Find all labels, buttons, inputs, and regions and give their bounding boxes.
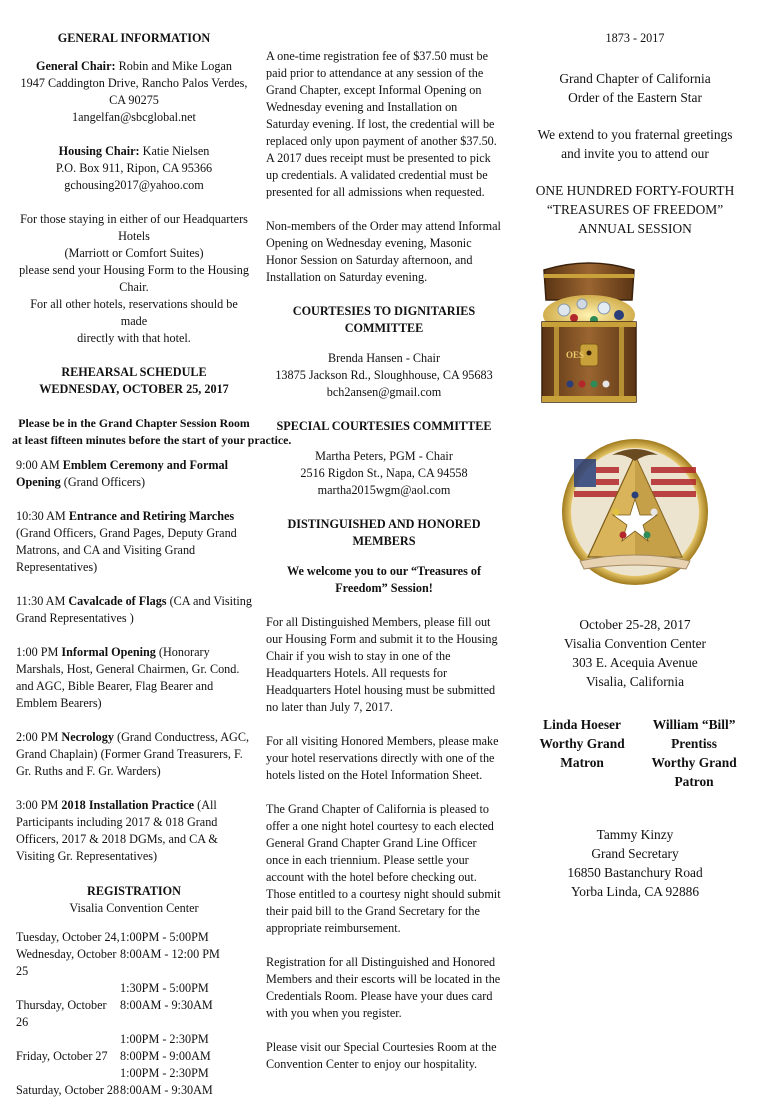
- registration-day: Thursday, October 26: [16, 998, 107, 1029]
- org-line: Grand Chapter of California: [559, 71, 711, 86]
- general-chair-label: General Chair:: [36, 59, 116, 73]
- matron-name: Linda Hoeser: [543, 717, 621, 732]
- session-line: ANNUAL SESSION: [578, 221, 692, 236]
- rehearsal-event: Entrance and Retiring Marches: [68, 509, 235, 523]
- general-chair-line: [16, 58, 252, 75]
- secretary-city: Yorba Linda, CA 92886: [570, 884, 700, 899]
- registration-day: [16, 1031, 120, 1048]
- rehearsal-note: [12, 415, 292, 449]
- registration-day: Tuesday, October 24,: [16, 930, 120, 944]
- years: 1873 - 2017: [605, 31, 665, 45]
- rehearsal-detail: (Honorary Marshals, Host, General Chairmen, Gr. Cond. and AGC, Bible Bearer, Flag Bearer and Emblem Bearers): [16, 645, 240, 710]
- registration-time: 8:00PM - 9:00AM: [120, 1049, 211, 1063]
- courtesies-chair: Brenda Hansen - Chair: [327, 351, 441, 365]
- distinguished-welcome: We welcome you to our “Treasures of Freedom” Session!: [286, 564, 482, 595]
- matron-title: Worthy Grand Matron: [539, 736, 625, 770]
- event-venue: Visalia Convention Center: [563, 636, 706, 651]
- column-general-info: [12, 28, 292, 1099]
- rehearsal-time: 3:00 PM: [16, 798, 62, 812]
- rehearsal-item: [16, 797, 252, 865]
- registration-time: 8:00AM - 9:30AM: [120, 1083, 213, 1097]
- registration-time: 1:00PM - 2:30PM: [120, 1032, 209, 1046]
- session-line: ONE HUNDRED FORTY-FOURTH: [535, 183, 735, 198]
- general-info-heading: GENERAL INFORMATION: [57, 31, 211, 45]
- rehearsal-item: [16, 508, 252, 576]
- oes-emblem-image: [560, 437, 710, 587]
- rehearsal-item: [16, 644, 252, 712]
- courtesies-title: COURTESIES TO DIGNITARIES COMMITTEE: [292, 304, 476, 335]
- column-registration-info: [266, 48, 502, 1073]
- rehearsal-event: 2018 Installation Practice: [61, 798, 195, 812]
- hotels-text: (Marriott or Comfort Suites): [64, 246, 204, 260]
- registration-day: [16, 1065, 120, 1082]
- grand-secretary: [516, 825, 754, 901]
- registration-place: Visalia Convention Center: [69, 901, 199, 915]
- chest-lettering: OES: [566, 350, 585, 360]
- event-details: [516, 615, 754, 691]
- rehearsal-event: Emblem Ceremony and Formal Opening: [16, 458, 229, 489]
- registration-time: 8:00AM - 9:30AM: [120, 998, 213, 1012]
- registration-day: [16, 980, 120, 997]
- registration-time: 1:00PM - 5:00PM: [120, 930, 209, 944]
- greeting: [516, 125, 754, 163]
- registration-row: [16, 997, 220, 1031]
- greeting-line: We extend to you fraternal greetings: [537, 127, 733, 142]
- registration-row: [16, 1082, 220, 1099]
- treasure-chest-image: [534, 260, 644, 415]
- rehearsal-time: 1:00 PM: [16, 645, 62, 659]
- registration-time: 8:00AM - 12:00 PM: [120, 947, 220, 961]
- housing-chair-line: [16, 143, 252, 160]
- rehearsal-item: [16, 593, 252, 627]
- hotels-text: For all other hotels, reservations should be made: [30, 297, 238, 328]
- event-street: 303 E. Acequia Avenue: [572, 655, 698, 670]
- rehearsal-time: 11:30 AM: [16, 594, 69, 608]
- distinguished-text: For all Distinguished Members, please fill out our Housing Form and submit it to the Housing Chair if you wish to stay in one of the Headquarters Hotels. All requests for Headquarters Hotel housing must be submitted no later than July 7, 2017.: [266, 615, 498, 714]
- worthy-grand-patron: [638, 715, 750, 791]
- registration-fee-text: A one-time registration fee of $37.50 must be paid prior to attendance at any session of the Grand Chapter, except Informal Opening on Wednesday evening and Installation on Saturday evening. If lost, the credential will be replaced only upon payment of another $37.50. A 2017 dues receipt must be presented to pick up credentials. A validated credential must be presented for all admissions when requested.: [266, 49, 497, 199]
- registration-row: [16, 1065, 220, 1082]
- registration-day: Friday, October 27: [16, 1049, 108, 1063]
- rehearsal-event: Cavalcade of Flags: [68, 594, 167, 608]
- registration-row: [16, 980, 220, 997]
- registration-day: Saturday, October 28: [16, 1083, 120, 1097]
- registration-time: 1:00PM - 2:30PM: [120, 1066, 209, 1080]
- secretary-title: Grand Secretary: [591, 846, 679, 861]
- housing-chair-name: Katie Nielsen: [139, 144, 210, 158]
- event-dates: October 25-28, 2017: [579, 617, 691, 632]
- registration-title: REGISTRATION: [87, 884, 181, 898]
- special-address: 2516 Rigdon St., Napa, CA 94558: [300, 466, 468, 480]
- registration-day: Wednesday, October 25: [16, 947, 117, 978]
- rehearsal-detail: (All Participants including 2017 & 018 Grand Officers, 2017 & 2018 DGMs, and CA & Visiting Gr. Representatives): [16, 798, 218, 863]
- general-chair-address: 1947 Caddington Drive, Rancho Palos Verdes, CA 90275: [20, 76, 248, 107]
- hotels-note: [16, 211, 252, 347]
- rehearsal-date: WEDNESDAY, OCTOBER 25, 2017: [39, 382, 229, 396]
- patron-name: William “Bill” Prentiss: [652, 717, 736, 751]
- courtesies-address: 13875 Jackson Rd., Sloughhouse, CA 95683: [275, 368, 493, 382]
- registration-time: 1:30PM - 5:00PM: [120, 981, 209, 995]
- general-chair-name: Robin and Mike Logan: [115, 59, 232, 73]
- session-title: [516, 181, 754, 238]
- hotels-text: For those staying in either of our Headquarters Hotels: [20, 212, 248, 243]
- registration-row: [16, 946, 220, 980]
- secretary-street: 16850 Bastanchury Road: [567, 865, 703, 880]
- event-city: Visalia, California: [585, 674, 685, 689]
- special-email: martha2015wgm@aol.com: [317, 483, 451, 497]
- housing-chair-label: Housing Chair:: [58, 144, 140, 158]
- session-line: “TREASURES OF FREEDOM”: [546, 202, 724, 217]
- housing-chair-email: gchousing2017@yahoo.com: [64, 178, 204, 192]
- distinguished-text: For all visiting Honored Members, please make your hotel reservations directly with one of the hotels listed on the Hotel Information Sheet.: [266, 734, 499, 782]
- rehearsal-time: 10:30 AM: [16, 509, 69, 523]
- special-courtesies-title: SPECIAL COURTESIES COMMITTEE: [276, 419, 492, 433]
- rehearsal-note-line: Please be in the Grand Chapter Session Room: [18, 416, 250, 430]
- rehearsal-item: [16, 457, 252, 491]
- grand-officers: [516, 715, 754, 791]
- greeting-line: and invite you to attend our: [561, 146, 709, 161]
- column-cover: [516, 28, 754, 901]
- housing-chair-address: P.O. Box 911, Ripon, CA 95366: [55, 161, 213, 175]
- rehearsal-title-line: REHEARSAL SCHEDULE: [61, 365, 207, 379]
- org-line: Order of the Eastern Star: [568, 90, 702, 105]
- distinguished-title: DISTINGUISHED AND HONORED MEMBERS: [287, 517, 481, 548]
- rehearsal-note-line: at least fifteen minutes before the start of your practice.: [12, 433, 292, 447]
- secretary-name: Tammy Kinzy: [596, 827, 674, 842]
- rehearsal-detail: (CA and Visiting Grand Representatives ): [16, 594, 252, 625]
- special-chair: Martha Peters, PGM - Chair: [315, 449, 453, 463]
- rehearsal-time: 9:00 AM: [16, 458, 63, 472]
- rehearsal-list: [16, 457, 252, 865]
- distinguished-text: The Grand Chapter of California is pleased to offer a one night hotel courtesy to each elected General Grand Chapter Grand Line Officer once in each triennium. Please settle your account with the hotel before checking out. Those entitled to a courtesy night should submit their paid bill to the Grand Secretary for the appropriate reimbursement.: [266, 802, 501, 935]
- organization-name: [516, 69, 754, 107]
- rehearsal-event: Necrology: [61, 730, 114, 744]
- rehearsal-detail: (Grand Conductress, AGC, Grand Chaplain) (Former Grand Treasurers, F. Gr. Ruths and F. Gr. Warders): [16, 730, 250, 778]
- patron-title: Worthy Grand Patron: [651, 755, 737, 789]
- registration-row: [16, 929, 220, 946]
- courtesies-email: bch2ansen@gmail.com: [326, 385, 442, 399]
- rehearsal-title: [16, 364, 252, 398]
- rehearsal-detail: (Grand Officers): [60, 475, 146, 489]
- hotels-text: directly with that hotel.: [77, 331, 191, 345]
- rehearsal-detail: (Grand Officers, Grand Pages, Deputy Grand Matrons, and CA and Visiting Grand Representatives): [16, 526, 237, 574]
- distinguished-text: Please visit our Special Courtesies Room at the Convention Center to enjoy our hospitality.: [266, 1040, 497, 1071]
- distinguished-text: Registration for all Distinguished and Honored Members and their escorts will be located in the Credentials Room. Please have your dues card with you when you register.: [266, 955, 501, 1020]
- general-chair-email: 1angelfan@sbcglobal.net: [72, 110, 196, 124]
- rehearsal-time: 2:00 PM: [16, 730, 62, 744]
- registration-table: [16, 929, 220, 1099]
- nonmembers-text: Non-members of the Order may attend Informal Opening on Wednesday evening, Masonic Honor Session on Saturday afternoon, and Installation on Saturday evening.: [266, 219, 501, 284]
- registration-row: [16, 1048, 220, 1065]
- hotels-text: please send your Housing Form to the Housing Chair.: [19, 263, 249, 294]
- registration-row: [16, 1031, 220, 1048]
- rehearsal-item: [16, 729, 252, 780]
- rehearsal-event: Informal Opening: [61, 645, 156, 659]
- worthy-grand-matron: [526, 715, 638, 791]
